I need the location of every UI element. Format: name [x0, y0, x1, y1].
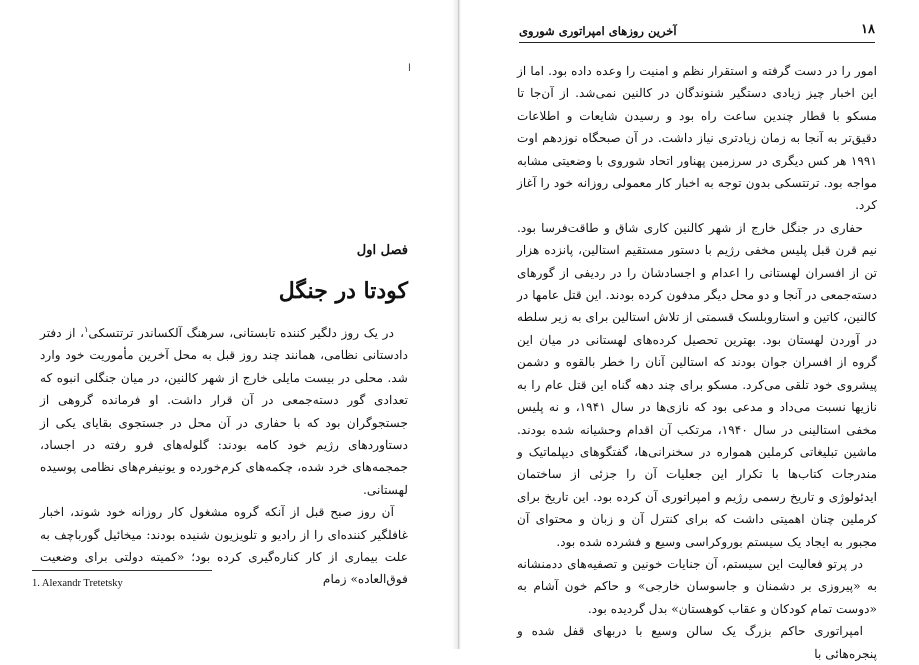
left-paragraph-2: آن روز صبح قبل از آنکه گروه مشغول کار روزانه خود شوند، اخبار غافلگیر کننده‌ای را از رادیو و تلویزیون شنیده بودند: میخائیل گورباچف به علت بیماری از کار کناره‌گیری کرده بود؛ «کمیته دولتی برای وضعیت فوق‌العاده» زمام	[40, 505, 408, 587]
right-body-text	[517, 60, 877, 665]
footnote-marker: ۱	[84, 324, 89, 334]
page-number: ۱۸	[861, 22, 875, 37]
right-paragraph-1: امور را در دست گرفته و استقرار نظم و امنیت را وعده داده بود. اما از این اخبار چیز زیادی دستگیر شنوندگان در کالنین نمی‌شد. از آن‌جا تا مسکو با قطار چندین ساعت راه بود و رسیدن شایعات و اطلاعات دقیق‌تر به آنجا به زمان زیادتری نیاز داشت. در آن صبحگاه نوزدهم اوت ۱۹۹۱ هر کس دیگری در سرزمین پهناور اتحاد شوروی با وضعیتی مشابه مواجه بود. ترتتسکی بدون توجه به اخبار کار معمولی روزانه خود را آغاز کرد.	[517, 64, 877, 213]
right-page	[461, 0, 919, 661]
footnote: 1. Alexandr Tretetsky	[32, 578, 123, 589]
header-title: آخرین روزهای امپراتوری شوروی	[519, 24, 677, 38]
footnote-rule	[32, 570, 212, 571]
left-body-text	[40, 322, 408, 591]
left-paragraph-1-start: در یک روز دلگیر کننده تابستانی، سرهنگ آلکساندر ترتتسکی	[88, 326, 394, 340]
stray-mark: ا	[408, 63, 411, 74]
right-paragraph-2: حفاری در جنگل خارج از شهر کالنین کاری شاق و طاقت‌فرسا بود. نیم قرن قبل پلیس مخفی رژیم با دستور مستقیم استالین، پانزده هزار تن از افسران لهستانی را اعدام و اجسادشان را در ردیفی از گورهای دسته‌جمعی در آنجا و دو محل دیگر مدفون کرده بودند. این قتل عامها در کالنین، کاتین و استاروبلسک قسمتی از تلاش استالین برای به زیر سلطه در آوردن لهستان بود. بهترین تحصیل کرده‌های لهستانی در میان این گروه از افسران جوان بودند که استالین آنان را خطر بالقوه و دشمن پیشروی خود تلقی می‌کرد. مسکو برای چند دهه گناه این قتل عام را به نازیها نسبت می‌داد و مدعی بود که نازی‌ها در سال ۱۹۴۱، و نه پلیس مخفی استالینی در سال ۱۹۴۰، مرتکب آن اقدام وحشیانه شده بودند. ماشین تبلیغاتی کرملین همواره در سخنرانی‌ها، گفتگوهای دیپلماتیک و مندرجات کتاب‌ها با تکرار این جعلیات آن را جزئی از ساختمان ایدئولوژی و تاریخ رسمی رژیم و امپراتوری آن کرده بود. این تاریخ برای کرملین چنان اهمیتی داشت که برای کنترل آن و زبان و محتوای آن مجبور به ایجاد یک سیستم بوروکراسی وسیع و فشرده شده بود.	[517, 220, 877, 549]
left-paragraph-1	[40, 322, 408, 501]
left-page	[0, 0, 452, 649]
right-paragraph-4: امپراتوری حاکم بزرگ یک سالن وسیع با دربهای قفل شده و پنجره‌هائی با	[517, 624, 877, 661]
chapter-title: کودتا در جنگل	[278, 278, 408, 304]
running-header	[519, 24, 875, 43]
left-paragraph-1-rest: ، از دفتر دادستانی نظامی، همانند چند روز قبل به محل آخرین مأموریت خود وارد شد. محلی در بیست مایلی خارج از شهر کالنین، در میان جنگلی انبوه که تعدادی گور دسته‌جمعی در آن قرار داشت. او فرمانده گروهی از جستجوگران بود که با حفاری در آن محل در جستجوی بقایای یکی از دستاوردهای رژیم خود کامه بودند: گلوله‌های فرو رفته در اجساد، جمجمه‌های خرد شده، چکمه‌های کرم‌خورده و یونیفرم‌های نظامی پوسیده لهستانی.	[40, 326, 408, 497]
right-paragraph-3: در پرتو فعالیت این سیستم، آن جنایات خونین و تصفیه‌های ددمنشانه به «پیروزی بر دشمنان و جاسوسان خارجی» و حاکم خون آشام به «دوست تمام کودکان و عقاب کوهستان» بدل گردیده بود.	[517, 556, 877, 616]
chapter-label: فصل اول	[356, 243, 408, 258]
